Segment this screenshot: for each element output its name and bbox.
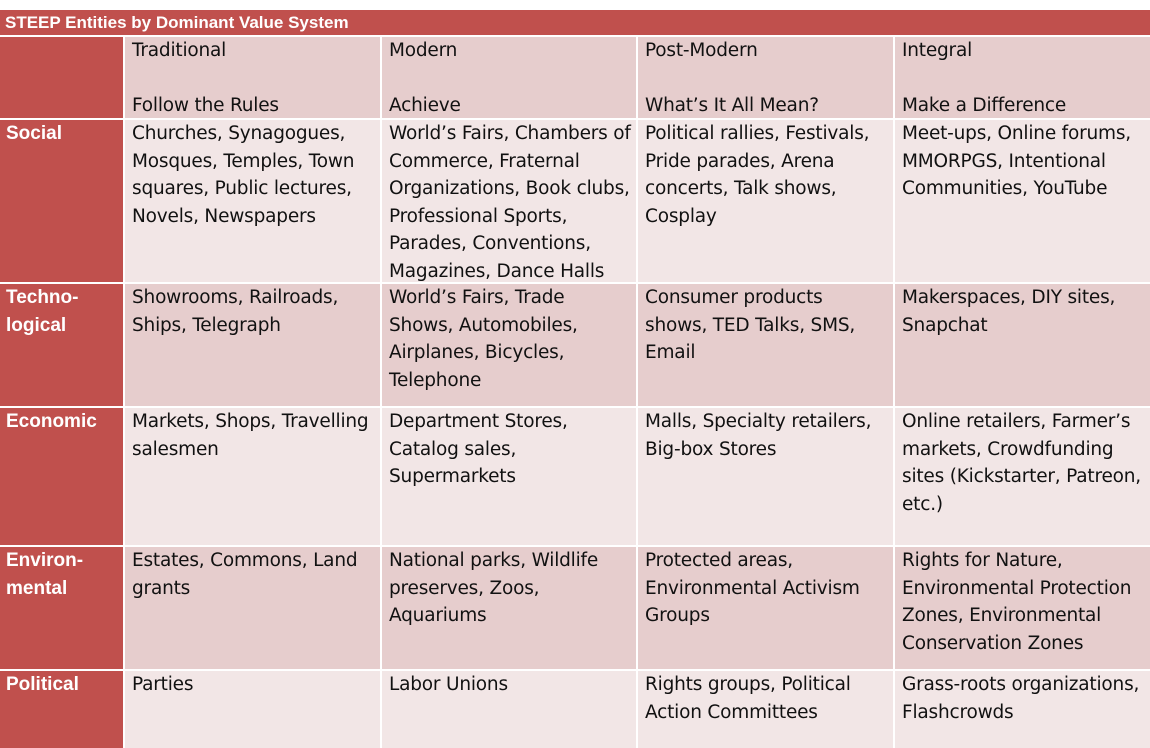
table-cell: Malls, Specialty retailers, Big-box Stores	[638, 408, 893, 545]
table-cell: World’s Fairs, Chambers of Commerce, Fraternal Organizations, Book clubs, Professional Sports, Parades, Conventions, Magazines, Dance Halls	[382, 120, 636, 282]
table-cell: Estates, Commons, Land grants	[125, 547, 380, 669]
table-cell: Online retailers, Farmer’s markets, Crowdfunding sites (Kickstarter, Patreon, etc.)	[895, 408, 1150, 545]
table-cell: Showrooms, Railroads, Ships, Telegraph	[125, 284, 380, 406]
column-subtitle: Follow the Rules	[132, 94, 279, 116]
row-header-technological	[0, 284, 123, 406]
column-subtitle: Achieve	[389, 94, 461, 116]
row-header-environmental: Environ-mental	[0, 547, 123, 669]
table-cell: Churches, Synagogues, Mosques, Temples, Town squares, Public lectures, Novels, Newspapers	[125, 120, 380, 282]
table-cell: Parties	[125, 671, 380, 748]
table-cell: Markets, Shops, Travelling salesmen	[125, 408, 380, 545]
column-header-integral	[895, 37, 1150, 118]
table-cell: Department Stores, Catalog sales, Supermarkets	[382, 408, 636, 545]
column-name: Post-Modern	[645, 40, 758, 61]
column-subtitle: Make a Difference	[902, 94, 1067, 116]
table-cell: Protected areas, Environmental Activism Groups	[638, 547, 893, 669]
table-cell: World’s Fairs, Trade Shows, Automobiles, Airplanes, Bicycles, Telephone	[382, 284, 636, 406]
column-header-traditional	[125, 37, 380, 118]
table-cell: Rights groups, Political Action Committees	[638, 671, 893, 748]
column-name: Modern	[389, 40, 458, 61]
column-header-modern	[382, 37, 636, 118]
table-cell: Rights for Nature, Environmental Protection Zones, Environmental Conservation Zones	[895, 547, 1150, 669]
table-cell: Political rallies, Festivals, Pride parades, Arena concerts, Talk shows, Cosplay	[638, 120, 893, 282]
column-name: Traditional	[132, 40, 227, 61]
column-header-post-modern	[638, 37, 893, 118]
table-title: STEEP Entities by Dominant Value System	[0, 10, 1150, 35]
table-cell: Makerspaces, DIY sites, Snapchat	[895, 284, 1150, 406]
row-header-social: Social	[0, 120, 123, 282]
row-header-economic: Economic	[0, 408, 123, 545]
row-header-political: Political	[0, 671, 123, 748]
table-cell: National parks, Wildlife preserves, Zoos, Aquariums	[382, 547, 636, 669]
corner-cell	[0, 37, 123, 118]
column-subtitle: What’s It All Mean?	[645, 94, 819, 116]
table-cell: Labor Unions	[382, 671, 636, 748]
table-cell: Consumer products shows, TED Talks, SMS, Email	[638, 284, 893, 406]
table-cell: Grass-roots organizations, Flashcrowds	[895, 671, 1150, 748]
row-header-label: Techno-logical	[6, 287, 79, 336]
table-cell: Meet-ups, Online forums, MMORPGS, Intentional Communities, YouTube	[895, 120, 1150, 282]
column-name: Integral	[902, 40, 973, 61]
